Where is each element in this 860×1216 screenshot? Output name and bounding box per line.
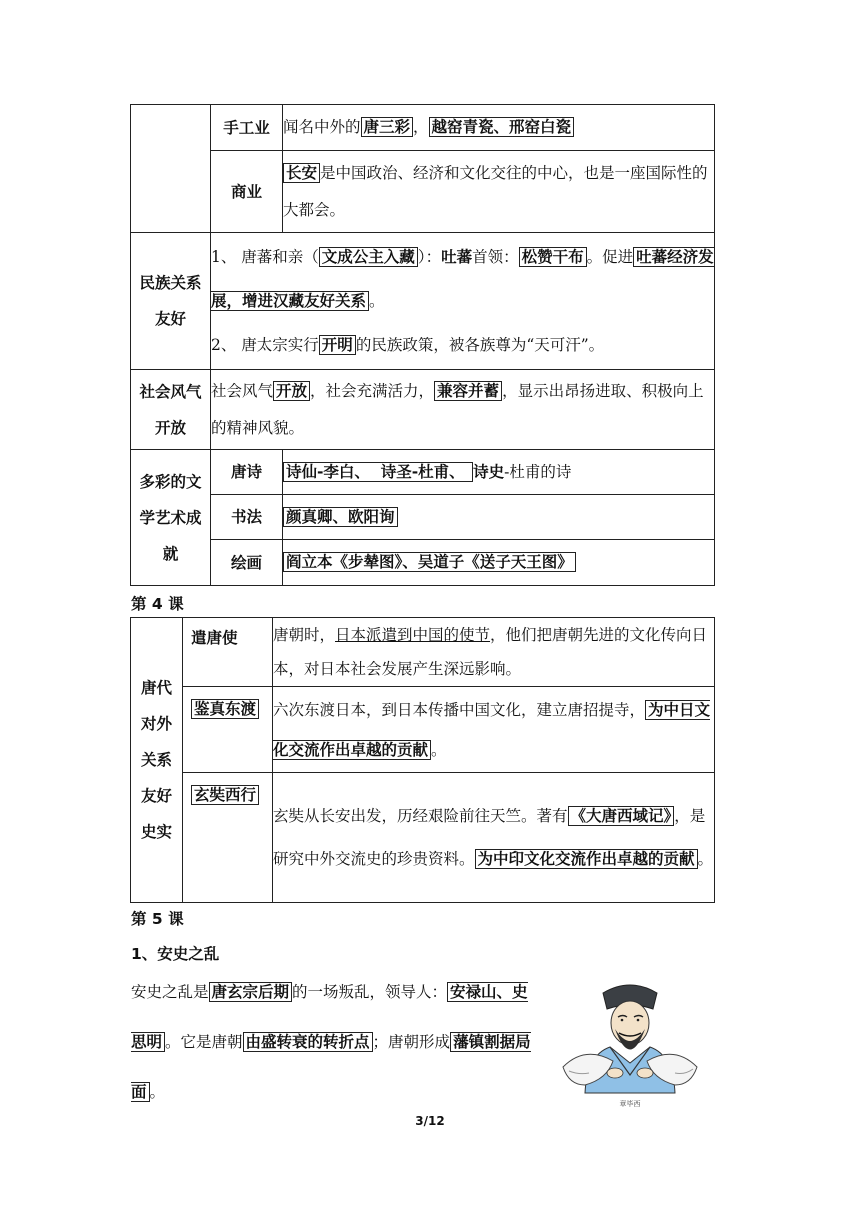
row-label-ethnic [131, 233, 211, 370]
highlight-box: 阎立本《步辇图》、吴道子《送子天王图》 [283, 552, 576, 572]
table-row [131, 540, 715, 586]
text: 闻名中外的 [283, 118, 361, 136]
lesson-4-heading: 第 4 课 [131, 595, 184, 613]
highlight-box: 长安 [283, 163, 320, 183]
highlight-box: 唐玄宗后期 [209, 982, 293, 1002]
text: 。促进 [586, 248, 634, 266]
text: -杜甫的诗 [504, 462, 572, 481]
text: 。它是唐朝 [165, 1033, 243, 1051]
table-tang-society [130, 104, 715, 586]
highlight-box: 为中日文化交流作出卓越的贡献 [273, 700, 711, 759]
row-label-xuanzang [183, 773, 273, 903]
customs-content [211, 370, 715, 450]
highlight-box: 诗仙-李白、 诗圣-杜甫、 [283, 462, 473, 482]
table-row [131, 450, 715, 495]
xuanzang-content [273, 773, 715, 903]
highlight-box: 松赞干布 [519, 247, 587, 267]
text: 玄奘从长安出发，历经艰险前往天竺。著有 [273, 806, 568, 825]
text: 1、 唐蕃和亲（ [211, 248, 319, 266]
painting-content [283, 540, 715, 586]
text: 。 [369, 292, 385, 310]
table-row [131, 773, 715, 903]
text: 六次东渡日本，到日本传播中国文化，建立唐招提寺， [273, 700, 646, 719]
row-label-envoys [183, 618, 273, 687]
highlight-box: 越窑青瓷、邢窑白瓷 [429, 117, 575, 137]
row-label-foreign-relations [131, 618, 183, 903]
row-label-handicraft: 手工业 [211, 105, 283, 151]
highlight-box: 安禄山、史思明 [131, 983, 528, 1051]
text: ， [413, 118, 429, 136]
table-row [131, 687, 715, 773]
empty-cell [131, 105, 211, 233]
table-row [131, 151, 715, 233]
text: 。 [697, 849, 714, 868]
label-text: 遣唐使 [191, 629, 238, 647]
text: ，显示出昂扬进取、积极向上的精神风貌。 [211, 381, 704, 437]
portrait-caption: 章毕西 [619, 1100, 641, 1108]
text: 。 [149, 1083, 166, 1101]
highlight-box: 开明 [319, 335, 356, 355]
text: 首领： [472, 248, 519, 266]
text: ，社会充满活力， [310, 381, 435, 400]
highlight-box: 藩镇割据局面 [131, 1033, 531, 1101]
highlight-box: 《大唐西域记》 [568, 806, 675, 826]
ethnic-line-2 [211, 323, 714, 367]
bold-text: 吐蕃 [441, 248, 473, 266]
text: ；唐朝形成 [372, 1033, 451, 1051]
jianzhen-content [273, 687, 715, 773]
text: 社会风气 [211, 381, 274, 400]
label-text: 民族关系友好 [139, 274, 202, 328]
underlined-text: 日本派遣到中国的使节 [335, 626, 491, 644]
row-label-customs [131, 370, 211, 450]
text: ）： [417, 248, 442, 266]
text: 的民族政策，被各族尊为“天可汗”。 [355, 336, 605, 354]
text: ，是研究中外交流史的珍贵资料。 [273, 806, 706, 868]
bold-text: 诗史 [473, 462, 505, 481]
page-number: 3/12 [415, 1114, 445, 1128]
highlight-box: 开放 [273, 381, 310, 401]
table-row [131, 233, 715, 370]
highlight-box: 唐三彩 [361, 117, 414, 137]
text: 。 [431, 740, 447, 759]
highlight-box: 由盛转衰的转折点 [243, 1032, 373, 1052]
row-label-calligraphy: 书法 [211, 495, 283, 540]
row-label-poetry: 唐诗 [211, 450, 283, 495]
table-row [131, 105, 715, 151]
table-row [131, 370, 715, 450]
row-label-commerce: 商业 [211, 151, 283, 233]
text: 2、 唐太宗实行 [211, 336, 319, 354]
text: 安史之乱是 [131, 983, 209, 1001]
row-label-painting: 绘画 [211, 540, 283, 586]
table-row [131, 618, 715, 687]
highlight-box: 颜真卿、欧阳询 [283, 507, 398, 527]
row-label-literature [131, 450, 211, 586]
anshi-rebellion-paragraph [131, 967, 541, 1117]
envoys-content [273, 618, 715, 687]
calligraphy-content [283, 495, 715, 540]
commerce-content [283, 151, 715, 233]
label-text: 社会风气开放 [139, 382, 202, 437]
portrait-illustration [555, 975, 705, 1110]
handicraft-content [283, 105, 715, 151]
poetry-content [283, 450, 715, 495]
ethnic-line-1 [211, 235, 714, 323]
label-text: 唐代对外关系友好史实 [140, 679, 172, 841]
label-text: 玄奘西行 [191, 785, 259, 805]
text: 的一场叛乱，领导人： [292, 983, 448, 1001]
label-text: 鉴真东渡 [191, 699, 259, 719]
text: 唐朝时， [273, 626, 336, 644]
text: ，他们把唐朝先进的文化传向日本，对日本社会发展产生深远影响。 [273, 626, 708, 678]
lesson-5-heading: 第 5 课 [131, 910, 184, 928]
ethnic-content [211, 233, 715, 370]
table-foreign-relations [130, 617, 715, 903]
highlight-box: 文成公主入藏 [319, 247, 418, 267]
highlight-box: 兼容并蓄 [434, 381, 502, 401]
section-heading: 1、安史之乱 [131, 945, 220, 963]
table-row [131, 495, 715, 540]
text: 是中国政治、经济和文化交往的中心，也是一座国际性的大都会。 [283, 163, 708, 219]
highlight-box: 吐蕃经济发展，增进汉藏友好关系 [211, 248, 714, 310]
label-text: 多彩的文学艺术成就 [139, 472, 202, 563]
highlight-box: 为中印文化交流作出卓越的贡献 [475, 849, 698, 869]
row-label-jianzhen [183, 687, 273, 773]
